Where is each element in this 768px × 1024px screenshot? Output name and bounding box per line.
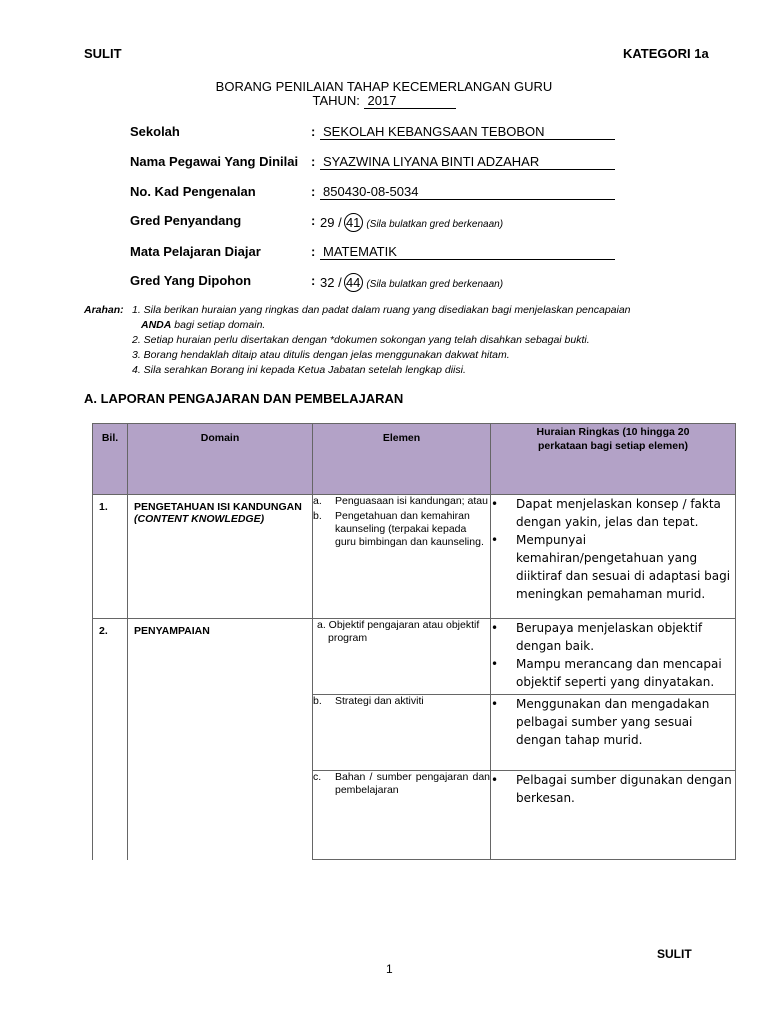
list-item: • Menggunakan dan mengadakan pelbagai sumber yang sesuai dengan tahap murid. <box>491 697 710 747</box>
grade-note: (Sila bulatkan gred berkenaan) <box>366 219 504 230</box>
list-item: b. Strategi dan aktiviti <box>313 695 424 707</box>
footer-classification: SULIT <box>657 947 692 961</box>
instruction-2: 2. Setiap huraian perlu disertakan dengan *dokumen sokongan yang telah disahkan sebagai bukti. <box>132 334 590 346</box>
table-row <box>93 619 736 695</box>
year-label: TAHUN: <box>312 93 360 108</box>
assessment-table <box>92 423 736 860</box>
nama-label: Nama Pegawai Yang Dinilai <box>130 154 299 169</box>
form-title <box>0 80 768 109</box>
row2-domain-cont <box>128 771 313 860</box>
gred-penyandang-label: Gred Penyandang <box>130 213 242 228</box>
row2-huraian-b[interactable] <box>491 695 736 771</box>
info-row-gred-penyandang <box>130 213 630 231</box>
colon: : <box>311 273 316 288</box>
kad-label: No. Kad Pengenalan <box>130 184 256 199</box>
list-item: c. Bahan / sumber pengajaran dan pembelajaran <box>313 771 490 796</box>
grade-note: (Sila bulatkan gred berkenaan) <box>366 279 504 290</box>
row2-elemen-c <box>313 771 491 860</box>
list-item: • Mempunyai kemahiran/pengetahuan yang diiktiraf dan sesuai di adaptasi bagi meningkan pemahaman murid. <box>491 533 731 601</box>
colon: : <box>311 184 316 199</box>
row2-domain-cont <box>128 695 313 771</box>
circled-grade: 44 <box>344 273 363 292</box>
mata-pelajaran-label: Mata Pelajaran Diajar <box>130 244 261 259</box>
list-item: • Berupaya menjelaskan objektif dengan baik. <box>491 621 703 653</box>
header-classification: SULIT <box>84 46 122 61</box>
colon: : <box>311 154 316 169</box>
list-item: b. Pengetahuan dan kemahiran kaunseling (terpakai kepada guru bimbingan dan kaunseling. <box>313 510 484 548</box>
row2-bil: 2. <box>93 619 128 695</box>
list-item: • Dapat menjelaskan konsep / fakta dengan yakin, jelas dan tepat. <box>491 497 721 529</box>
list-item: • Mampu merancang dan mencapai objektif seperti yang dinyatakan. <box>491 657 722 689</box>
colon: : <box>311 244 316 259</box>
circled-grade: 41 <box>344 213 363 232</box>
instructions <box>84 303 744 379</box>
form-title-line: BORANG PENILAIAN TAHAP KECEMERLANGAN GURU <box>215 79 553 94</box>
info-row-sekolah <box>130 124 630 142</box>
table-row <box>93 771 736 860</box>
gred-dipohon-value: 32 / 44 (Sila bulatkan gred berkenaan) <box>320 275 504 290</box>
instruction-1-cont: ANDA bagi setiap domain. <box>141 319 266 331</box>
row2-elemen-b <box>313 695 491 771</box>
info-row-gred-dipohon <box>130 273 630 291</box>
table-header-row <box>93 424 736 495</box>
info-row-kad <box>130 184 630 202</box>
section-heading: A. LAPORAN PENGAJARAN DAN PEMBELAJARAN <box>84 391 404 406</box>
header-huraian: Huraian Ringkas (10 hingga 20 perkataan bagi setiap elemen) <box>491 424 736 495</box>
sekolah-label: Sekolah <box>130 124 180 139</box>
instruction-3: 3. Borang hendaklah ditaip atau ditulis dengan jelas menggunakan dakwat hitam. <box>132 349 510 361</box>
row2-domain: PENYAMPAIAN <box>128 619 313 695</box>
colon: : <box>311 124 316 139</box>
row1-bil: 1. <box>93 495 128 619</box>
header-bil: Bil. <box>93 424 128 495</box>
row2-bil-cont <box>93 695 128 771</box>
instruction-4: 4. Sila serahkan Borang ini kepada Ketua Jabatan setelah lengkap diisi. <box>132 364 466 376</box>
instructions-label: Arahan: <box>84 304 124 316</box>
page-number: 1 <box>386 962 393 976</box>
info-row-nama <box>130 154 630 172</box>
header-elemen: Elemen <box>313 424 491 495</box>
colon: : <box>311 213 316 228</box>
row1-huraian[interactable] <box>491 495 736 619</box>
row1-domain: PENGETAHUAN ISI KANDUNGAN (CONTENT KNOWLEDGE) <box>128 495 313 619</box>
info-row-mata-pelajaran <box>130 244 630 262</box>
header-category: KATEGORI 1a <box>623 46 709 61</box>
sekolah-value: SEKOLAH KEBANGSAAN TEBOBON <box>320 124 615 140</box>
gred-dipohon-label: Gred Yang Dipohon <box>130 273 252 288</box>
mata-pelajaran-value: MATEMATIK <box>320 244 615 260</box>
row2-bil-cont <box>93 771 128 860</box>
row2-huraian-a[interactable] <box>491 619 736 695</box>
instruction-1: 1. Sila berikan huraian yang ringkas dan padat dalam ruang yang disediakan bagi menjelaskan pencapaian <box>132 304 631 316</box>
row2-huraian-c[interactable] <box>491 771 736 860</box>
list-item: a. Penguasaan isi kandungan; atau <box>313 495 488 507</box>
row2-elemen-a: a. Objektif pengajaran atau objektif program <box>313 619 491 695</box>
year-value: 2017 <box>364 94 456 109</box>
form-year-line <box>0 94 768 109</box>
table-row <box>93 495 736 619</box>
row1-elemen <box>313 495 491 619</box>
table-row <box>93 695 736 771</box>
header-domain: Domain <box>128 424 313 495</box>
list-item: • Pelbagai sumber digunakan dengan berkesan. <box>491 773 732 805</box>
gred-penyandang-value: 29 / 41 (Sila bulatkan gred berkenaan) <box>320 215 504 230</box>
kad-value: 850430-08-5034 <box>320 184 615 200</box>
nama-value: SYAZWINA LIYANA BINTI ADZAHAR <box>320 154 615 170</box>
